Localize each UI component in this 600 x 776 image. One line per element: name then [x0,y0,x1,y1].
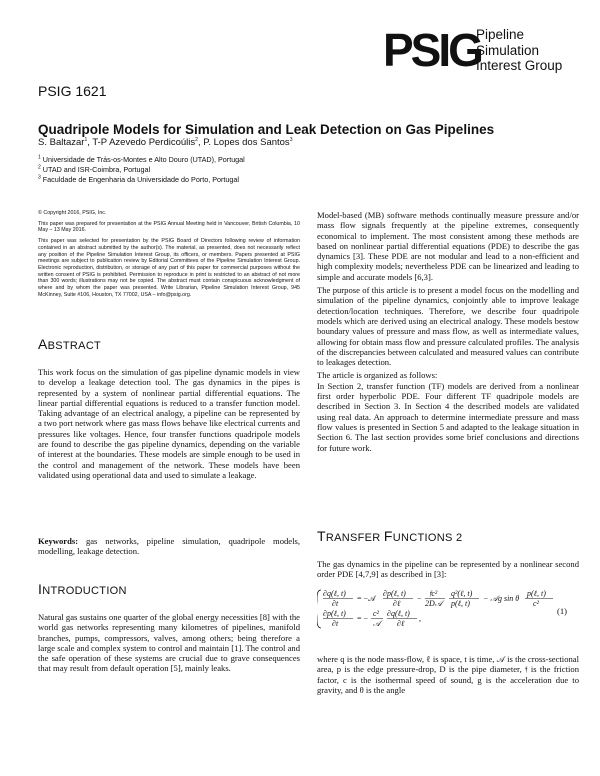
affiliation-sup: 3 [38,174,41,181]
heading-rest: NTRODUCTION [42,585,127,597]
body-paragraph: In Section 2, transfer function (TF) models are derived from a nonlinear first order hyperbolic PDE. Four different TF quadripole models are described in Section 3. In Section 4 the described models are validated using real data. An approach to determine intermediate pressure and mass flow values is presented in Section 5 and adapted to the leakage situation in Section 6. The last section provides some brief conclusions and directions for future work. [317,380,579,453]
eq-term: ∂t [332,619,339,628]
keywords-text: gas networks, pipeline simulation, quadripole models, modelling, leakage detection. [38,536,300,557]
affiliation-sup: 1 [38,154,41,161]
psig-logo [383,25,568,81]
abstract-heading [38,336,101,352]
body-paragraph: where q is the node mass-flow, ℓ is space, t is time, 𝒜 is the cross-sectional area, p is the edge pressure-drop, D is the pipe diameter, 𝔣 is the friction factor, c is the isothermal speed of sound, g is the acceleration due to gravity, and θ is the angle [317,654,579,695]
author-sup: 2 [195,136,198,143]
eq-term: p(ℓ, t) [527,589,546,598]
logo-org-name [476,27,562,74]
eq-term: q²(ℓ, t) [451,589,473,598]
affiliation-item [38,165,245,175]
eq-term: 𝒜 [373,619,381,628]
eq-term: = −𝒜 [357,594,376,603]
author-sup: 1 [84,136,88,143]
brace-glyph [317,590,321,628]
copyright-notice [38,210,300,302]
eq-term: 𝔣c² [429,589,438,598]
author-name: S. Baltazar [38,137,85,148]
introduction-heading [38,581,127,597]
heading-rest: UNCTIONS 2 [392,532,463,544]
abstract-text [38,367,300,483]
affiliation-text: UTAD and ISR-Coimbra, Portugal [42,165,151,174]
logo-mark: PSIG [383,24,481,76]
svg-text:= −: = − [357,614,369,623]
eq-term: ∂t [332,599,339,608]
eq-term: ∂ℓ [393,599,401,608]
equation-explanation [317,654,579,698]
heading-initial: I [38,581,43,597]
svg-text:,: , [419,614,421,623]
eq-term: ∂ℓ [397,619,405,628]
transfer-functions-intro [317,559,579,583]
affiliations [38,155,245,185]
keywords [38,536,300,560]
heading-initial: A [38,336,48,352]
eq-term: 2D𝒜 [425,599,443,608]
transfer-functions-heading [317,528,462,544]
equation-number: (1) [557,606,568,616]
keywords-label: Keywords: [38,536,79,546]
affiliation-item [38,155,245,165]
affiliation-text: Faculdade de Engenharia da Universidade do Porto, Portugal [42,175,239,184]
affiliation-text: Universidade de Trás-os-Montes e Alto Douro (UTAD), Portugal [42,155,245,164]
eq-term: ∂p(ℓ, t) [383,589,406,598]
eq-term: ∂q(ℓ, t) [387,609,410,618]
eq-term: ∂p(ℓ, t) [323,609,346,618]
body-paragraph: Model-based (MB) software methods continually measure pressure and/or mass flow signals frequently at the pipeline extremes, consequently economical to implement. The most consistent among these methods are based on nonlinear partial differential equations (PDE) to describe the gas dynamics [3]. These PDE are not modular and lead to a non-efficient and high complexity models; nevertheless PDE can be linearized and leading to simple and accurate models [6,3]. [317,210,579,282]
logo-line-1: Pipeline [476,27,525,42]
body-paragraph: The gas dynamics in the pipeline can be represented by a nonlinear second order PDE [4,7,9] as described in [3]: [317,559,579,580]
introduction-paragraph: Natural gas sustains one quarter of the global energy necessities [8] with the world gas networks representing many kilometres of pipelines, manifold branches, pumps, compressors, valves, among others; being therefore a large scale and complex system to control and maintain [1]. The control and the safe operation of these systems are crucial due to grave consequences that may result from default operation [5], mainly leaks. [38,612,300,674]
affiliation-sup: 2 [38,164,41,171]
svg-text:−: − [417,594,422,603]
body-paragraph: The article is organized as follows: [317,370,438,381]
copyright-presentation: This paper was prepared for presentation at the PSIG Annual Meeting held in Vancouver, British Columbia, 10 May – 13 May 2016. [38,220,300,234]
body-paragraph: The purpose of this article is to present a model focus on the modelling and simulation of the pipeline dynamics, conjointly able to improve leakage detection/location techniques. Therefore, we describe four quadripole models which are derived using an electrical analogy. These models bestow boundary values of pressure and mass flow, as well as intermediate values, allowing for obtain mass flow and pressure calculated profiles. The analysis of the discrepancies between calculated and measured values can contribute to leakages detection. [317,285,579,368]
copyright-line: © Copyright 2016, PSIG, Inc. [38,210,107,216]
paper-title: Quadripole Models for Simulation and Leak Detection on Gas Pipelines [38,122,495,137]
heading-initial: F [383,528,393,544]
eq-term: c² [533,599,539,608]
affiliation-item [38,175,245,185]
introduction-text [38,612,300,677]
copyright-legal: This paper was selected for presentation by the PSIG Board of Directors following review of information contained in an abstract submitted by the author(s). The material, as presented, does not necessarily reflect any position of the Pipeline Simulation Interest Group, its officers, or members. Papers presented at PSIG meetings are subject to publication review by Editorial Committees of the Pipeline Simulation Interest Group. Electronic reproduction, distribution, or storage of any part of this paper for commercial purposes without the written consent of PSIG is prohibited. Permission to reproduce in print is restricted to an abstract of not more than 300 words; illustrations may not be copied. The abstract must contain conspicuous acknowledgment of where and by whom the paper was presented. Write Librarian, Pipeline Simulation Interest Group, 945 McKinney, Suite #106, Houston, TX 77002, USA – info@psig.org. [38,238,300,298]
eq-term: ∂q(ℓ, t) [323,589,346,598]
eq-term: − 𝒜g sin θ [483,594,520,603]
author-list: S. Baltazar$^1$, T-P Azevedo Perdicoúlis$^2$, P. Lopes dos Santos$^3$ [38,136,293,148]
heading-initial: T [317,528,326,544]
heading-rest: RANSFER [325,532,384,544]
equation-1 [317,588,579,630]
logo-line-2: Simulation [476,42,540,58]
logo-line-3: Interest Group [476,58,563,73]
author-sup: 3 [289,136,293,143]
right-column-text [317,210,579,456]
abstract-paragraph: This work focus on the simulation of gas pipeline dynamic models in view to develop a leakage detection tool. The gas dynamics in the pipes is represented by a system of nonlinear partial differential equations. The linear partial differential equations is reduced to a transfer function model. Taking advantage of an electrical analogy, a pipeline can be represented by a two port network where gas mass flows behave like electrical currents and pressures like voltages. Hence, four transfer functions quadripole models are found to describe the gas pipeline dynamics, depending on the variable of interest at the boundaries. These models are simple enough to be used in the control and management of the network. These models have been validated using operational data and used to simulate a leakage. [38,367,301,480]
eq-term: p(ℓ, t) [451,599,470,608]
author-name: P. Lopes dos Santos [203,137,290,148]
eq-term: c² [373,609,379,618]
heading-rest: BSTRACT [47,340,102,352]
paper-id: PSIG 1621 [38,83,107,99]
author-name: T-P Azevedo Perdicoúlis [92,137,196,148]
